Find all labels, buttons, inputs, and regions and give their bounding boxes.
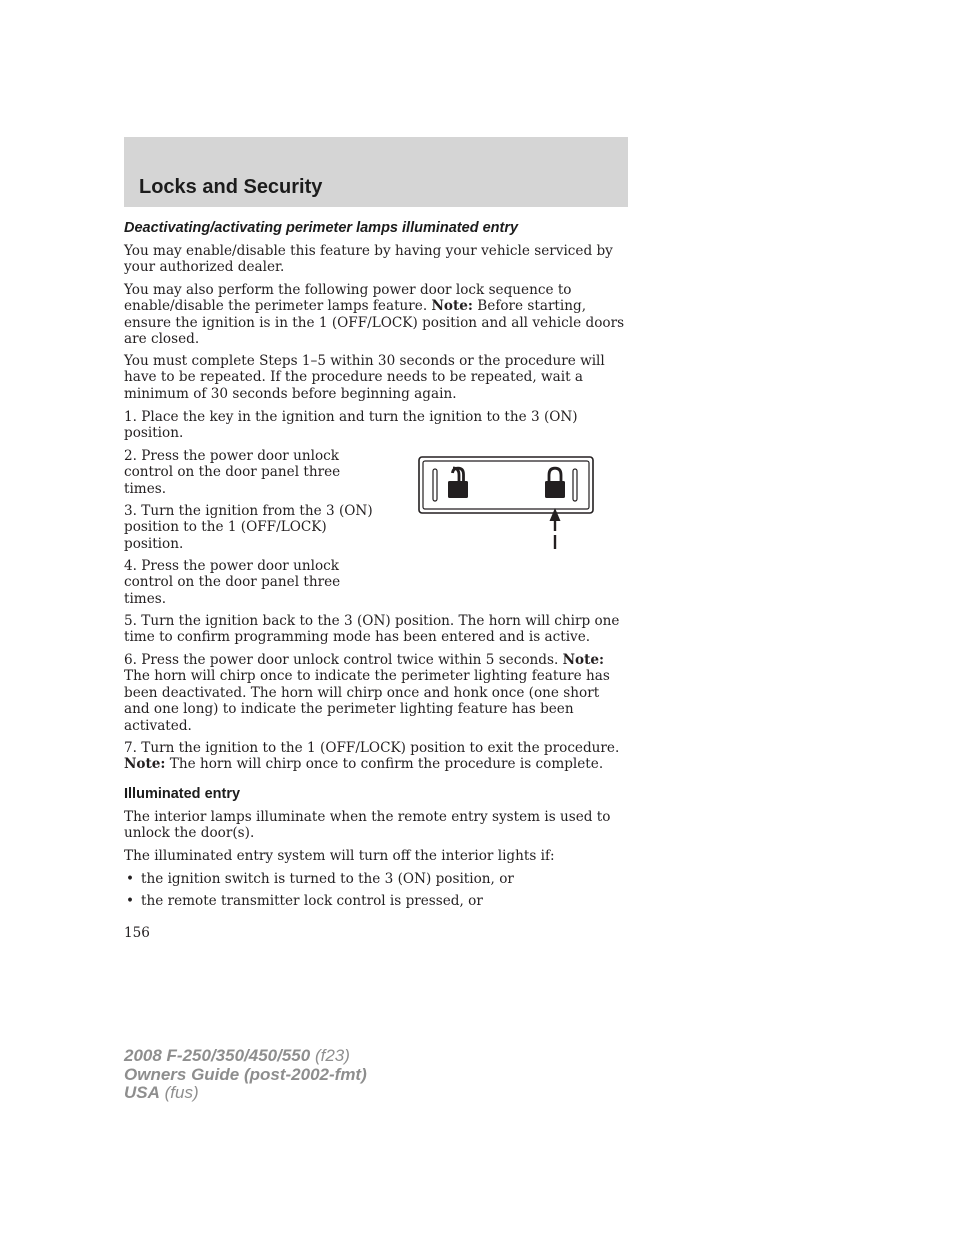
step-3: 3. Turn the ignition from the 3 (ON) position to the 1 (OFF/LOCK) position.	[124, 503, 373, 552]
section-heading-illuminated-entry: Illuminated entry	[124, 786, 241, 802]
step-text: The horn will chirp once to indicate the perimeter lighting feature has been deactivated. The horn will chirp once and honk once (one short and one long) to indicate the perimeter lighting feature has been activated.	[124, 668, 610, 734]
door-lock-switch-illustration	[418, 455, 598, 555]
step-5: 5. Turn the ignition back to the 3 (ON) position. The horn will chirp one time to confirm programming mode has been entered and is active.	[124, 613, 620, 646]
footer-model-code: (f23)	[314, 1046, 350, 1065]
note-label: Note:	[562, 652, 605, 668]
paragraph-text: You may also perform the following power door lock sequence to enable/disable the perimeter lamps feature.	[124, 282, 572, 315]
footer-region: USA	[124, 1083, 160, 1102]
page-title: Locks and Security	[139, 176, 323, 198]
footer-line-guide	[124, 1066, 367, 1085]
footer-guide: Owners Guide (post-2002-fmt)	[124, 1064, 367, 1084]
arrow-up-icon	[550, 508, 561, 549]
list-item-text: the ignition switch is turned to the 3 (ON) position, or	[141, 871, 514, 887]
footer-region-code: (fus)	[164, 1083, 199, 1102]
step-1: 1. Place the key in the ignition and turn the ignition to the 3 (ON) position.	[124, 409, 578, 442]
paragraph-time-limit: You must complete Steps 1–5 within 30 seconds or the procedure will have to be repeated. If the procedure needs to be repeated, wait a minimum of 30 seconds before beginning again.	[124, 353, 605, 402]
step-text: 7. Turn the ignition to the 1 (OFF/LOCK) position to exit the procedure.	[124, 740, 620, 756]
paragraph-dealer-service: You may enable/disable this feature by having your vehicle serviced by your authorized dealer.	[124, 243, 613, 276]
bullet-icon: •	[126, 871, 135, 887]
step-text: 6. Press the power door unlock control twice within 5 seconds.	[124, 652, 559, 668]
switch-panel	[419, 457, 593, 513]
paragraph-turn-off-conditions: The illuminated entry system will turn off the interior lights if:	[124, 848, 555, 864]
note-label: Note:	[124, 756, 166, 773]
page-number: 156	[124, 925, 150, 941]
step-text: The horn will chirp once to confirm the procedure is complete.	[169, 756, 604, 773]
step-7	[124, 740, 628, 773]
paragraph-interior-lamps: The interior lamps illuminate when the remote entry system is used to unlock the door(s).	[124, 809, 611, 842]
note-label: Note:	[431, 298, 473, 315]
footer-line-region	[124, 1084, 367, 1103]
document-footer	[124, 1047, 367, 1103]
paragraph-text: Before starting, ensure the ignition is in the 1 (OFF/LOCK) position and all vehicle doors are closed.	[124, 298, 625, 348]
bullet-icon: •	[126, 893, 135, 909]
step-4: 4. Press the power door unlock control on the door panel three times.	[124, 558, 341, 607]
list-item-text: the remote transmitter lock control is pressed, or	[141, 893, 483, 909]
paragraph-lock-sequence	[124, 282, 628, 348]
footer-model: 2008 F-250/350/450/550	[124, 1046, 311, 1065]
footer-line-model	[124, 1047, 367, 1066]
step-6	[124, 652, 628, 734]
section-heading-perimeter-lamps: Deactivating/activating perimeter lamps illuminated entry	[124, 220, 519, 236]
step-2: 2. Press the power door unlock control on the door panel three times.	[124, 448, 341, 497]
